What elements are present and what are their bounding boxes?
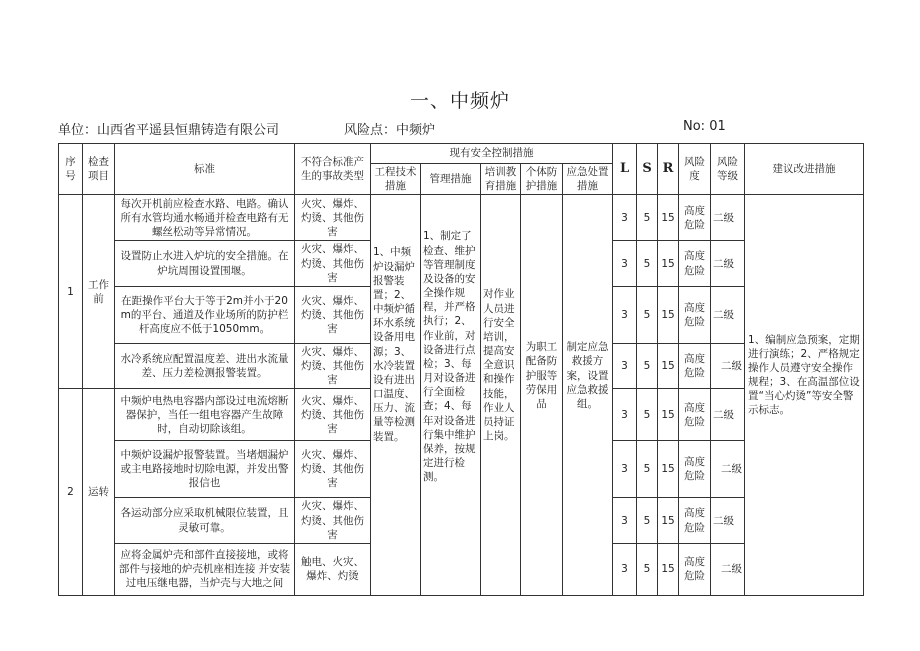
r-cell: 15: [658, 389, 679, 441]
group-seq: 1: [59, 195, 83, 389]
l-cell: 3: [613, 498, 637, 544]
header-accident-type: 不符合标准产生的事故类型: [295, 144, 371, 195]
ppe-measures: 为职工配备防护服等劳保用品: [521, 195, 563, 596]
s-cell: 5: [637, 195, 658, 241]
standard-cell: 应将金属炉壳和部件直接接地，或将部件与接地的炉壳机座相连接 并安装过电压继电器，当炉壳与大地之间: [115, 543, 295, 595]
s-cell: 5: [637, 286, 658, 343]
header-emergency: 应急处置措施: [563, 164, 613, 195]
accident-cell: 火灾、爆炸、灼烫、其他伤害: [295, 286, 371, 343]
header-l: L: [613, 144, 637, 195]
l-cell: 3: [613, 195, 637, 241]
risk-degree-cell: 高度危险: [679, 343, 711, 389]
risk-level-cell: 二级: [711, 195, 745, 241]
standard-cell: 设置防止水进入炉坑的安全措施。在炉坑周围设置围堰。: [115, 241, 295, 287]
standard-cell: 中频炉电热电容器内部设过电流熔断器保护，当任一组电容器产生故障时，自动切除该组。: [115, 389, 295, 441]
header-seq: 序号: [59, 144, 83, 195]
l-cell: 3: [613, 286, 637, 343]
engineering-measures: 1、中频炉设漏炉报警装置；2、中频炉循环水系统设备用电源；3、水冷装置设有进出口温度、压力、流量等检测装置。: [371, 195, 421, 596]
r-cell: 15: [658, 498, 679, 544]
risk-level-cell: 二级: [711, 286, 745, 343]
l-cell: 3: [613, 543, 637, 595]
standard-cell: 每次开机前应检查水路、电路。确认所有水管均通水畅通并检查电路有无螺丝松动等异常情况。: [115, 195, 295, 241]
risk-degree-cell: 高度危险: [679, 441, 711, 498]
header-advice: 建议改进措施: [745, 144, 864, 195]
risk-point-label: 风险点：中频炉: [344, 123, 436, 138]
risk-degree-cell: 高度危险: [679, 498, 711, 544]
group-item: 运转: [83, 389, 115, 596]
header-risk-degree: 风险度: [679, 144, 711, 195]
risk-degree-cell: 高度危险: [679, 543, 711, 595]
accident-cell: 触电、火灾、爆炸、灼烫: [295, 543, 371, 595]
accident-cell: 火灾、爆炸、灼烫、其他伤害: [295, 441, 371, 498]
document-number: No: 01: [683, 119, 726, 134]
standard-cell: 在距操作平台大于等于2m并小于20m的平台、通道及作业场所的防护栏杆高度应不低于1050mm。: [115, 286, 295, 343]
risk-assessment-table-wrap: [58, 143, 864, 596]
emergency-measures: 制定应急救援方案，设置应急救援组。: [563, 195, 613, 596]
l-cell: 3: [613, 241, 637, 287]
standard-cell: 中频炉设漏炉报警装置。当堵烟漏炉或主电路接地时切除电源，并发出警报信也: [115, 441, 295, 498]
s-cell: 5: [637, 543, 658, 595]
accident-cell: 火灾、爆炸、灼烫、其他伤害: [295, 343, 371, 389]
risk-level-cell: 二级: [711, 498, 745, 544]
header-control-measures: 现有安全控制措施: [371, 144, 613, 164]
risk-degree-cell: 高度危险: [679, 389, 711, 441]
risk-degree-cell: 高度危险: [679, 286, 711, 343]
header-s: S: [637, 144, 658, 195]
standard-cell: 水冷系统应配置温度差、进出水流量差、压力差检测报警装置。: [115, 343, 295, 389]
accident-cell: 火灾、爆炸、灼烫、其他伤害: [295, 389, 371, 441]
l-cell: 3: [613, 389, 637, 441]
accident-cell: 火灾、爆炸、灼烫、其他伤害: [295, 498, 371, 544]
r-cell: 15: [658, 195, 679, 241]
accident-cell: 火灾、爆炸、灼烫、其他伤害: [295, 241, 371, 287]
s-cell: 5: [637, 498, 658, 544]
header-risk-level: 风险等级: [711, 144, 745, 195]
header-training: 培训教育措施: [481, 164, 521, 195]
header-engineering: 工程技术措施: [371, 164, 421, 195]
r-cell: 15: [658, 343, 679, 389]
header-row-1: [59, 144, 864, 164]
l-cell: 3: [613, 343, 637, 389]
s-cell: 5: [637, 343, 658, 389]
risk-degree-cell: 高度危险: [679, 195, 711, 241]
group-item: 工作前: [83, 195, 115, 389]
risk-level-cell: 二级: [711, 241, 745, 287]
risk-assessment-table: [58, 143, 864, 596]
header-management: 管理措施: [421, 164, 481, 195]
s-cell: 5: [637, 241, 658, 287]
risk-level-cell: 二级: [711, 543, 745, 595]
header-r: R: [658, 144, 679, 195]
risk-level-cell: 二级: [711, 389, 745, 441]
training-measures: 对作业人员进行安全培训，提高安全意识和操作技能，作业人员持证上岗。: [481, 195, 521, 596]
s-cell: 5: [637, 389, 658, 441]
unit-label: 单位：山西省平遥县恒鼎铸造有限公司: [58, 123, 280, 138]
standard-cell: 各运动部分应采取机械限位装置，且灵敏可靠。: [115, 498, 295, 544]
r-cell: 15: [658, 543, 679, 595]
risk-degree-cell: 高度危险: [679, 241, 711, 287]
header-item: 检查项目: [83, 144, 115, 195]
accident-cell: 火灾、爆炸、灼烫、其他伤害: [295, 195, 371, 241]
r-cell: 15: [658, 286, 679, 343]
s-cell: 5: [637, 441, 658, 498]
header-ppe: 个体防护措施: [521, 164, 563, 195]
group-seq: 2: [59, 389, 83, 596]
document-title: 一、中频炉: [409, 90, 510, 112]
header-standard: 标准: [115, 144, 295, 195]
management-measures: 1、制定了检查、维护等管理制度及设备的安全操作规程，并严格执行；2、作业前，对设备进行点检；3、每月对设备进行全面检查；4、每年对设备进行集中维护保养，按规定进行检测。: [421, 195, 481, 596]
risk-level-cell: 二级: [711, 441, 745, 498]
r-cell: 15: [658, 241, 679, 287]
advice-cell: 1、编制应急预案，定期进行演练；2、严格规定操作人员遵守安全操作规程；3、在高温部位设置“当心灼烫”等安全警示标志。: [745, 195, 864, 596]
table-row: [59, 195, 864, 241]
r-cell: 15: [658, 441, 679, 498]
risk-level-cell: 二级: [711, 343, 745, 389]
l-cell: 3: [613, 441, 637, 498]
